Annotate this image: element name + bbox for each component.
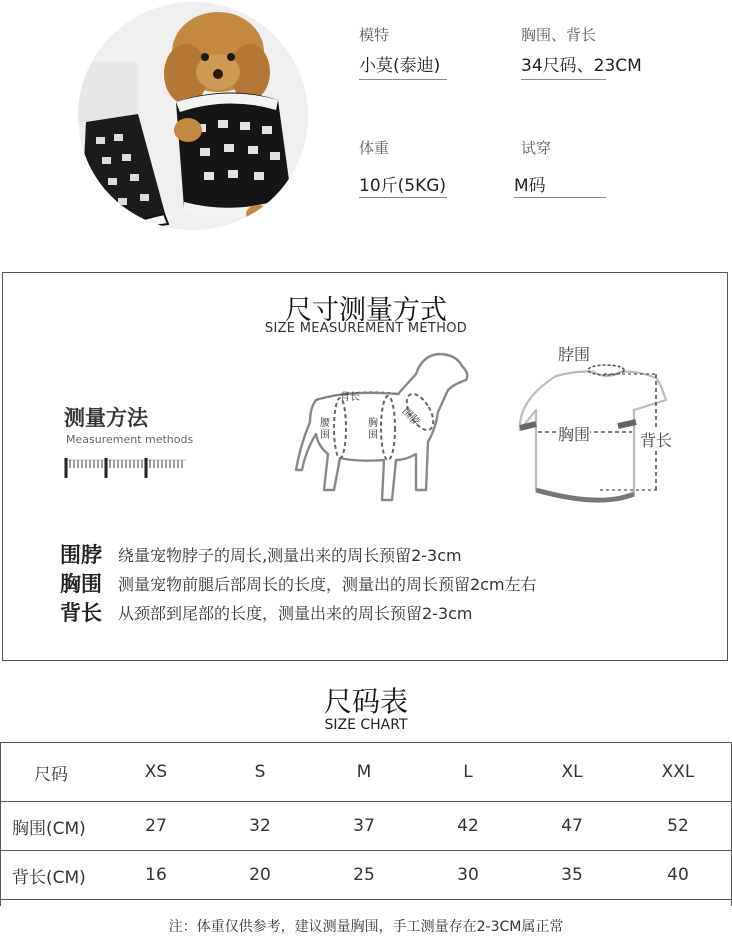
table-cell: 32	[208, 802, 312, 851]
table-cell: 47	[520, 802, 624, 851]
size-table	[0, 742, 732, 900]
table-cell: 20	[208, 851, 312, 900]
model-label: 模特	[359, 26, 390, 44]
weight-underline	[359, 197, 447, 198]
table-header-cell: L	[416, 743, 520, 802]
dog-label-back: 背长	[340, 392, 360, 403]
shirt-label-back: 背长	[640, 428, 672, 451]
chest-back-label: 胸围、背长	[521, 26, 597, 44]
table-cell: 37	[312, 802, 416, 851]
table-row	[0, 802, 732, 851]
method-term-chest: 胸围	[60, 572, 102, 596]
fit-underline	[514, 197, 606, 198]
shirt-outline-icon	[510, 340, 690, 510]
table-cell: 35	[520, 851, 624, 900]
table-cell: 52	[624, 802, 732, 851]
dog-label-waist: 腰围	[320, 418, 330, 441]
table-header-cell: S	[208, 743, 312, 802]
method-desc-chest: 测量宠物前腿后部周长的长度，测量出的周长预留2cm左右	[118, 575, 537, 594]
model-underline	[359, 79, 447, 80]
method-desc-neck: 绕量宠物脖子的周长,测量出来的周长预留2-3cm	[118, 546, 462, 565]
weight-value: 10斤(5KG)	[359, 176, 447, 196]
table-cell: 25	[312, 851, 416, 900]
model-photo	[78, 2, 308, 230]
table-header-row	[0, 743, 732, 802]
table-cell: 42	[416, 802, 520, 851]
table-header-cell: XL	[520, 743, 624, 802]
table-header-cell: XXL	[624, 743, 732, 802]
dog-measurement-diagram	[288, 350, 480, 510]
table-row	[0, 851, 732, 900]
chest-back-value: 34尺码、23CM	[521, 56, 642, 76]
table-cell: 16	[104, 851, 208, 900]
dog-outline-icon	[288, 350, 480, 510]
dog-photo-illustration	[78, 2, 308, 230]
shirt-label-neck: 脖围	[558, 345, 591, 364]
method-subtitle: Measurement methods	[66, 433, 194, 446]
measurement-subtitle: SIZE MEASUREMENT METHOD	[264, 321, 468, 336]
method-title: 测量方法	[64, 406, 148, 430]
method-desc-back: 从颈部到尾部的长度，测量出来的周长预留2-3cm	[118, 604, 473, 623]
size-chart-subtitle: SIZE CHART	[324, 717, 408, 733]
size-chart-note: 注：体重仅供参考，建议测量胸围，手工测量存在2-3CM属正常	[168, 919, 564, 935]
fit-label: 试穿	[521, 139, 552, 157]
ruler-icon	[64, 452, 190, 480]
weight-label: 体重	[359, 139, 390, 157]
model-value: 小莫(泰迪)	[359, 56, 441, 76]
table-header-cell: XS	[104, 743, 208, 802]
table-row-label: 胸围(CM)	[0, 802, 104, 851]
table-cell: 30	[416, 851, 520, 900]
method-term-back: 背长	[60, 601, 102, 625]
dog-label-neck: 围脖	[399, 405, 422, 428]
measurement-title: 尺寸测量方式	[285, 295, 447, 326]
shirt-measurement-diagram	[510, 340, 690, 510]
chest-back-underline	[521, 79, 606, 80]
shirt-label-chest: 胸围	[558, 422, 590, 445]
table-row-label: 背长(CM)	[0, 851, 104, 900]
table-cell: 40	[624, 851, 732, 900]
table-header-cell: 尺码	[0, 743, 104, 802]
size-chart-title: 尺码表	[323, 685, 408, 718]
table-cell: 27	[104, 802, 208, 851]
fit-value: M码	[514, 176, 546, 196]
dog-label-chest: 胸围	[368, 418, 378, 441]
table-header-cell: M	[312, 743, 416, 802]
method-term-neck: 围脖	[60, 543, 102, 567]
